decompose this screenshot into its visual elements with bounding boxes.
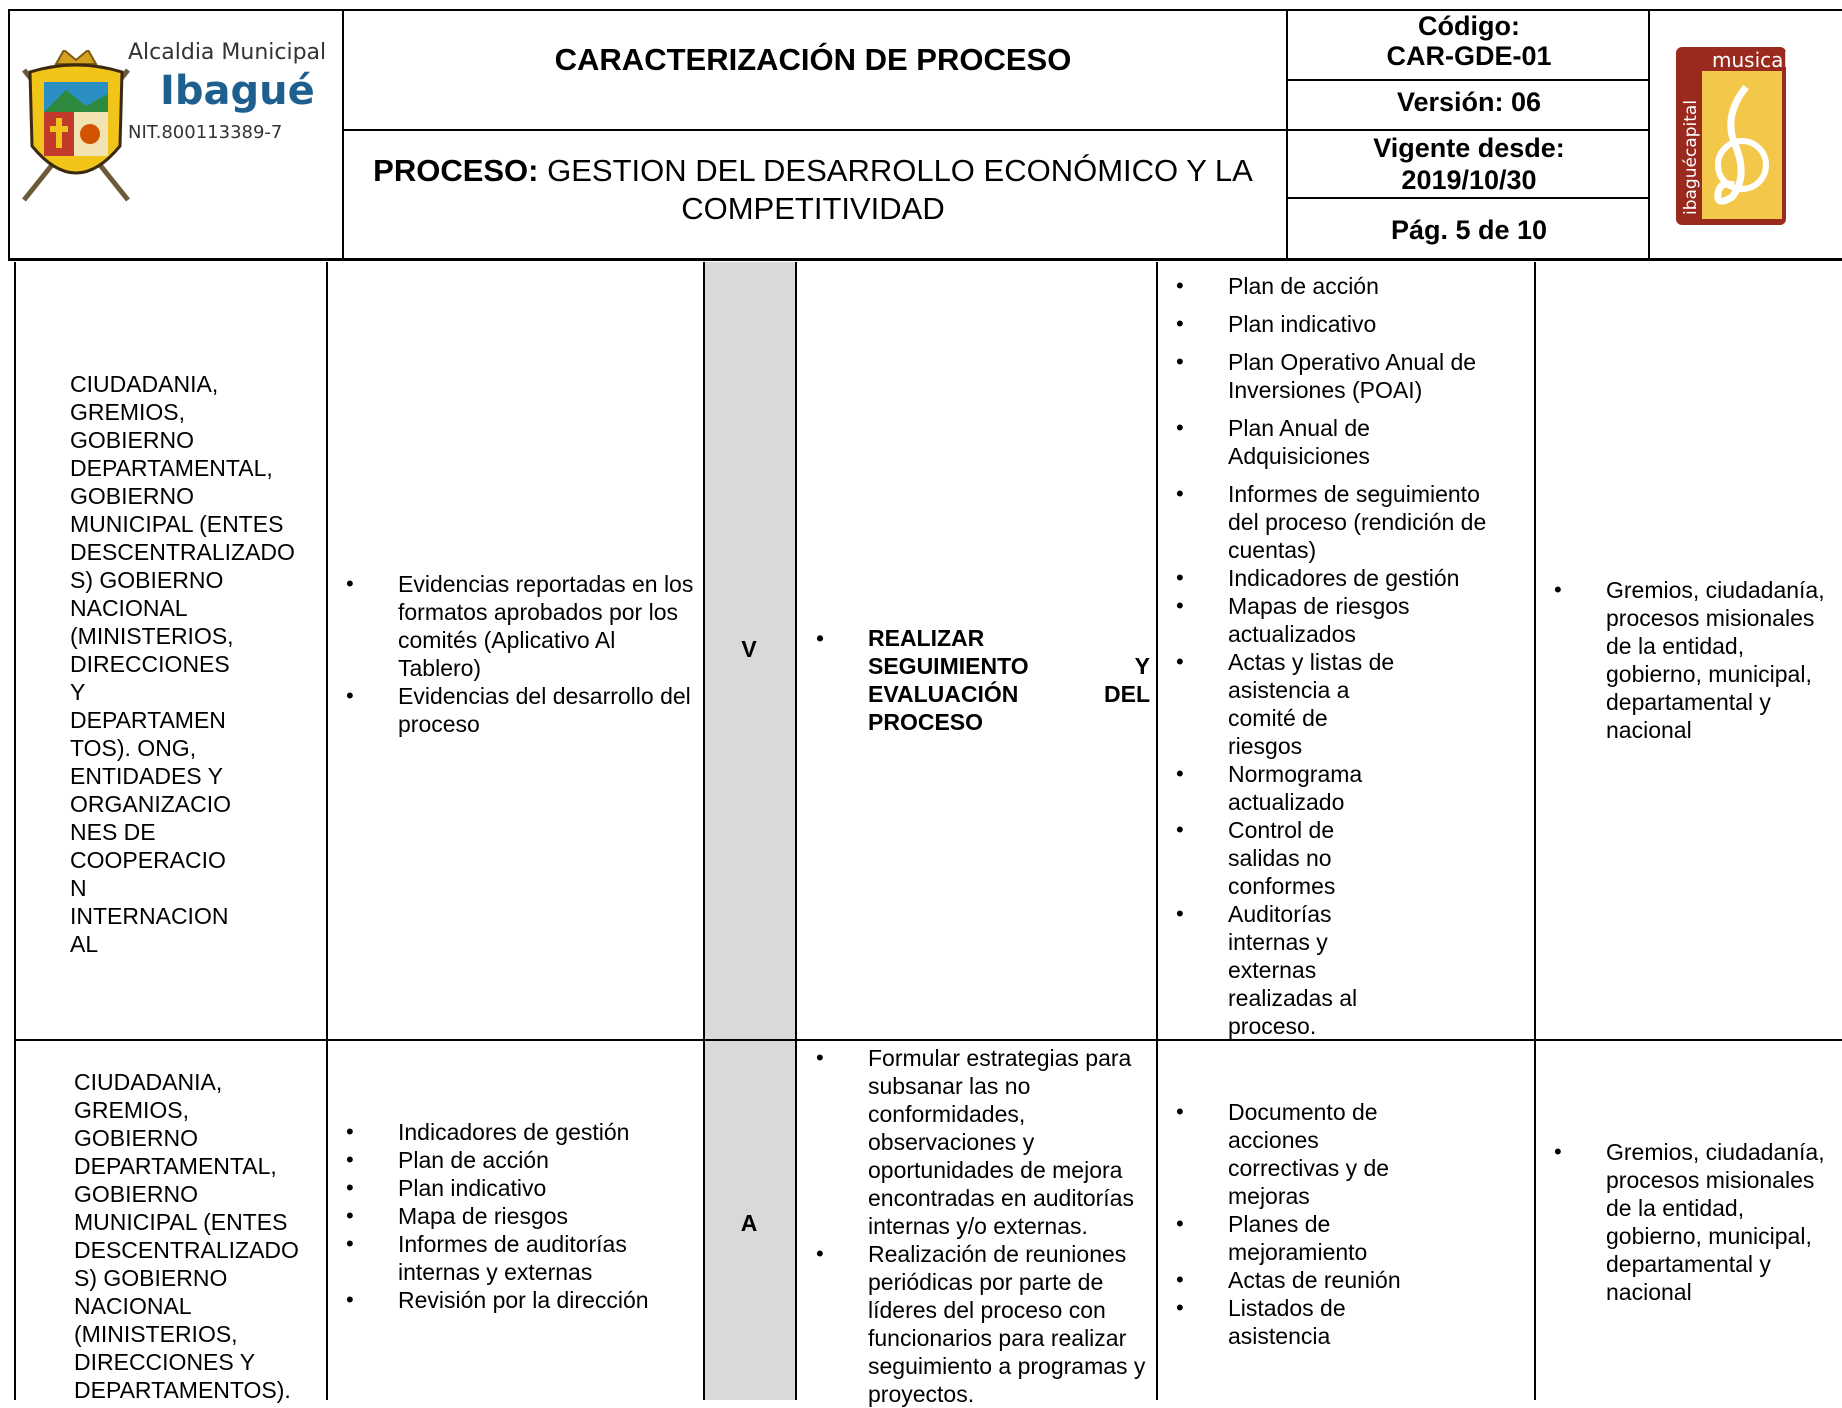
list-item: • Plan indicativo [1170, 310, 1526, 338]
process-table [14, 262, 1842, 1407]
list-item: • Mapas de riesgos actualizados [1170, 592, 1526, 648]
row2-phva: A [740, 1210, 758, 1236]
activity-line: REALIZAR [868, 625, 985, 651]
activity-line: DEL [1104, 681, 1150, 707]
activity-line: PROCESO [868, 709, 984, 735]
list-item: • Actas y listas de asistencia a comité de riesgos [1170, 648, 1526, 760]
row1-proveedores: CIUDADANIA, GREMIOS, GOBIERNO DEPARTAMENTAL, GOBIERNO MUNICIPAL (ENTES DESCENTRALIZADO S) GOBIERNO NACIONAL (MINISTERIOS, DIRECCIONES Y DEPARTAMEN TOS). ONG, ENTIDADES Y ORGANIZACIO NES DE COOPERACIO N INTERNACION AL [70, 371, 295, 957]
list-item: • Informes de seguimiento del proceso (rendición de cuentas) [1170, 480, 1526, 564]
list-item: • Plan Anual de Adquisiciones [1170, 414, 1526, 470]
activity-line: Y [1134, 653, 1150, 679]
list-item: • Plan de acción [1170, 272, 1526, 300]
codigo-value: CAR-GDE-01 [1386, 41, 1552, 71]
list-item: • Planes de mejoramiento [1170, 1210, 1526, 1266]
process-title [340, 152, 1286, 228]
ibague-musical-logo [1676, 47, 1816, 225]
ibague-label: Ibagué [160, 68, 315, 114]
list-item: • Indicadores de gestión [340, 1118, 696, 1146]
list-item: • Mapa de riesgos [340, 1202, 696, 1230]
codigo-label: Código: [1418, 11, 1520, 41]
list-item: • Gremios, ciudadanía, procesos misionales de la entidad, gobierno, municipal, departamental y nacional [1548, 1138, 1838, 1306]
list-item: • Gremios, ciudadanía, procesos misionales de la entidad, gobierno, municipal, departamental y nacional [1548, 576, 1838, 744]
list-item: • Control de salidas no conformes [1170, 816, 1526, 900]
list-item: • Documento de acciones correctivas y de mejoras [1170, 1098, 1526, 1210]
list-item: • Normograma actualizado [1170, 760, 1526, 816]
list-item: • Indicadores de gestión [1170, 564, 1526, 592]
row2-clientes [1548, 1138, 1838, 1306]
list-item: • Evidencias reportadas en los formatos aprobados por los comités (Aplicativo Al Tablero) [340, 570, 696, 682]
list-item: • Plan de acción [340, 1146, 696, 1174]
alcaldia-label: Alcaldia Municipal [128, 40, 327, 65]
list-item: • Revisión por la dirección [340, 1286, 696, 1314]
list-item: • Evidencias del desarrollo del proceso [340, 682, 696, 738]
list-item: • Listados de asistencia [1170, 1294, 1526, 1350]
row1-actividad: • REALIZAR SEGUIMIENTO Y EVALUACIÓN DEL PROCESO [816, 625, 1150, 735]
process-name: GESTION DEL DESARROLLO ECONÓMICO Y LA COMPETITIVIDAD [547, 153, 1253, 226]
row1-salidas [1170, 272, 1526, 1040]
coat-of-arms-icon [16, 50, 136, 210]
list-item: • Auditorías internas y externas realizadas al proceso. [1170, 900, 1526, 1040]
process-label: PROCESO: [373, 153, 539, 188]
activity-line: EVALUACIÓN [868, 681, 1019, 707]
musical-logo-icon [1676, 47, 1786, 225]
row1-phva: V [741, 636, 757, 662]
version-label: Versión: 06 [1396, 87, 1542, 117]
activity-line: SEGUIMIENTO [868, 653, 1029, 679]
row2-proveedores: CIUDADANIA, GREMIOS, GOBIERNO DEPARTAMENTAL, GOBIERNO MUNICIPAL (ENTES DESCENTRALIZADO S) GOBIERNO NACIONAL (MINISTERIOS, DIRECCIONES Y DEPARTAMENTOS). [74, 1069, 299, 1403]
ibague-capital-text: ibaguécapital [1681, 99, 1701, 215]
page-number: Pág. 5 de 10 [1390, 215, 1548, 245]
row1-entradas [340, 570, 696, 738]
list-item: • Plan indicativo [340, 1174, 696, 1202]
list-item: • Realización de reuniones periódicas por parte de líderes del proceso con funcionarios para realizar seguimiento a programas y proyectos. [810, 1240, 1152, 1408]
row2-salidas [1170, 1098, 1526, 1350]
vigente-value: 2019/10/30 [1401, 165, 1537, 195]
document-title: CARACTERIZACIÓN DE PROCESO [554, 42, 1072, 77]
musical-text: musical [1712, 48, 1786, 72]
list-item: • Informes de auditorías internas y externas [340, 1230, 696, 1286]
row1-clientes [1548, 576, 1838, 744]
nit-label: NIT.800113389-7 [128, 122, 283, 143]
list-item: • Plan Operativo Anual de Inversiones (POAI) [1170, 348, 1526, 404]
list-item: • Formular estrategias para subsanar las no conformidades, observaciones y oportunidades de mejora encontradas en auditorías internas y/o externas. [810, 1044, 1152, 1240]
row2-entradas [340, 1118, 696, 1314]
row2-actividades [810, 1044, 1152, 1408]
vigente-label: Vigente desde: [1373, 133, 1565, 163]
list-item: • Actas de reunión [1170, 1266, 1526, 1294]
